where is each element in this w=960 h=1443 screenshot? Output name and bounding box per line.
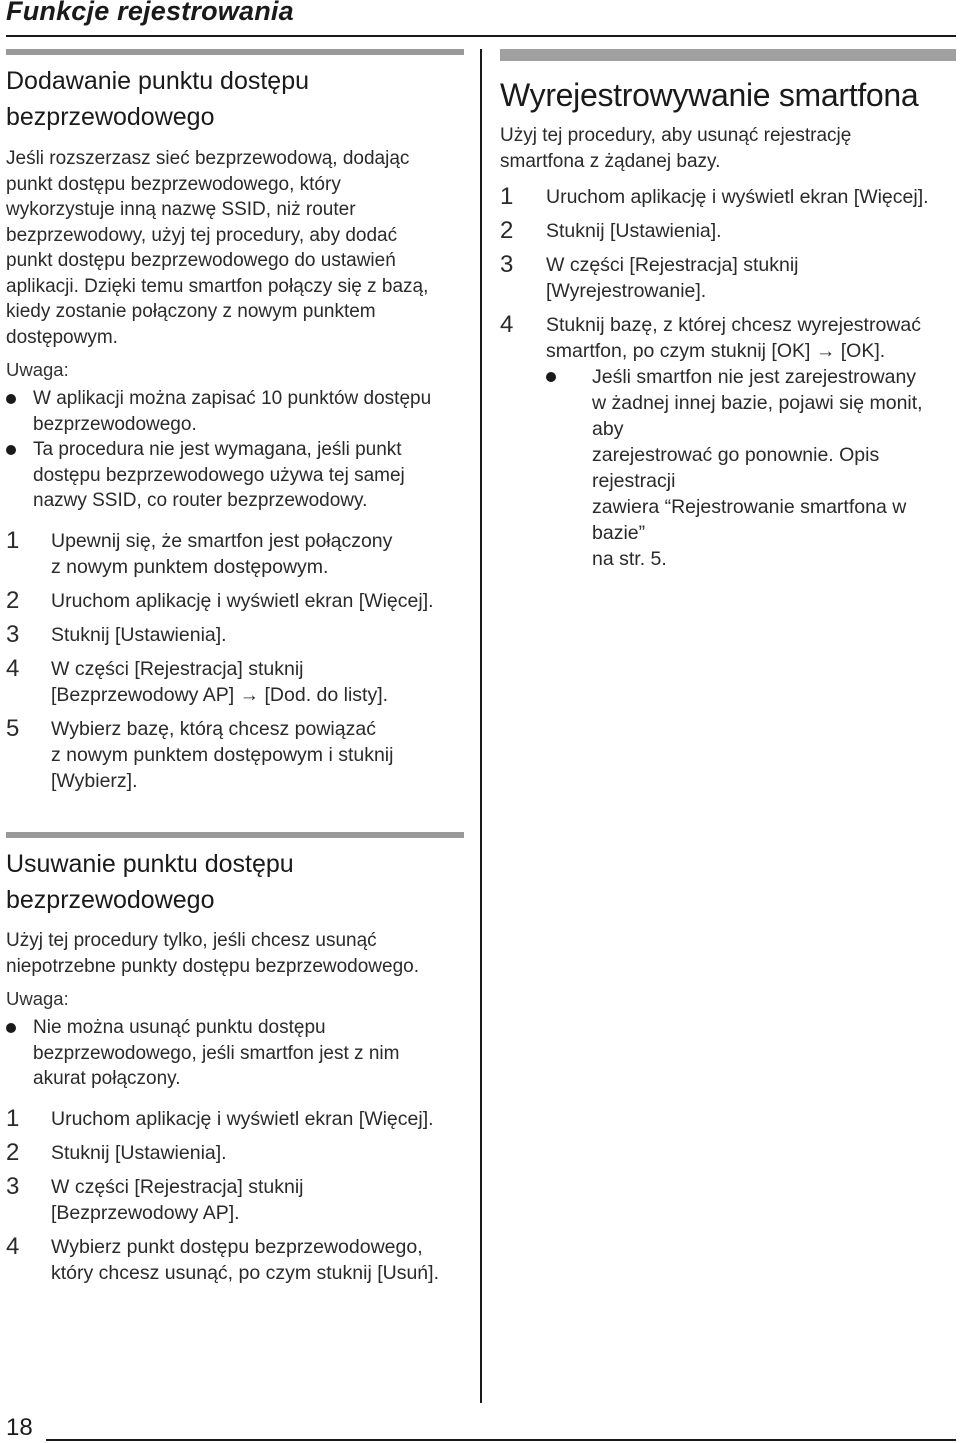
step-number: 2 [500, 217, 514, 244]
section-intro [500, 123, 956, 174]
step-text: Upewnij się, że smartfon jest połączony [51, 529, 393, 552]
section-intro [6, 928, 464, 979]
step-item [6, 1140, 464, 1166]
note-item [6, 386, 464, 437]
intro-line: smartfona z żądanej bazy. [500, 150, 721, 172]
step-text: [Bezprzewodowy AP]. [51, 1201, 240, 1224]
step-text: [Bezprzewodowy AP] → [Dod. do listy]. [51, 683, 389, 706]
step-number: 4 [6, 1232, 20, 1260]
step-text: z nowym punktem dostępowym i stuknij [51, 743, 394, 766]
intro-line: Użyj tej procedury tylko, jeśli chcesz usunąć [6, 930, 377, 951]
note-item [6, 1015, 464, 1092]
bullet-icon [546, 372, 556, 382]
note-line: Jeśli smartfon nie jest zarejestrowany [592, 366, 917, 388]
step-text: Wybierz bazę, którą chcesz powiązać [51, 717, 376, 740]
step-item [6, 1174, 464, 1226]
section-title-line: Usuwanie punktu dostępu [6, 850, 294, 878]
step-number: 1 [500, 183, 514, 210]
note-line: akurat połączony. [33, 1068, 181, 1089]
note-line: Nie można usunąć punktu dostępu [33, 1017, 326, 1038]
step-note-list [546, 364, 956, 572]
step-item [6, 1234, 464, 1286]
step-item [6, 588, 464, 614]
intro-line: Jeśli rozszerzasz sieć bezprzewodową, dodając [6, 148, 410, 169]
section-add-access-point [6, 49, 464, 802]
step-item [6, 528, 464, 580]
section-bar [6, 832, 464, 838]
note-line: bezprzewodowego. [33, 413, 197, 435]
section-deregister-smartphone [500, 49, 956, 580]
step-note-item [546, 364, 956, 572]
step-text: z nowym punktem dostępowym. [51, 555, 329, 578]
step-list [6, 528, 464, 794]
intro-line: Użyj tej procedury, aby usunąć rejestrację [500, 125, 852, 146]
step-text: W części [Rejestracja] stuknij [546, 254, 799, 276]
section-title-line: bezprzewodowego [6, 886, 215, 914]
note-line: Ta procedura nie jest wymagana, jeśli punkt [33, 439, 402, 460]
note-label: Uwaga: [6, 988, 69, 1009]
step-text: Stuknij bazę, z której chcesz wyrejestrować [546, 314, 921, 336]
step-item [500, 252, 956, 304]
section-title-line: Dodawanie punktu dostępu [6, 67, 310, 95]
intro-line: aplikacji. Dzięki temu smartfon połączy się z bazą, [6, 275, 429, 297]
note-list [6, 386, 464, 514]
step-text: Stuknij [Ustawienia]. [51, 1141, 227, 1164]
step-number: 3 [500, 251, 514, 278]
step-text: W części [Rejestracja] stuknij [51, 1175, 304, 1198]
step-number: 2 [6, 586, 20, 614]
header-rule [6, 35, 956, 37]
step-item [6, 622, 464, 648]
bullet-icon [6, 445, 16, 455]
step-item [500, 312, 956, 572]
intro-line: wykorzystuje inną nazwę SSID, niż router [6, 199, 356, 220]
step-text: Wybierz punkt dostępu bezprzewodowego, [51, 1235, 423, 1258]
running-header: Funkcje rejestrowania [6, 0, 294, 26]
step-number: 4 [6, 654, 20, 682]
intro-line: punkt dostępu bezprzewodowego do ustawień [6, 250, 396, 271]
column-divider [480, 49, 482, 1403]
step-text: Uruchom aplikację i wyświetl ekran [Więcej]. [51, 589, 434, 612]
note-line: zarejestrować go ponownie. Opis rejestracji [592, 444, 880, 492]
note-label: Uwaga: [6, 359, 69, 380]
step-text: który chcesz usunąć, po czym stuknij [Usuń]. [51, 1261, 439, 1284]
footer-rule [46, 1439, 956, 1441]
note-line: w żadnej innej bazie, pojawi się monit, aby [592, 392, 923, 440]
section-intro [6, 146, 464, 350]
note-line: na str. 5. [592, 548, 667, 570]
step-list [500, 184, 956, 572]
step-number: 2 [6, 1138, 20, 1166]
step-text: Uruchom aplikację i wyświetl ekran [Więcej]. [51, 1107, 434, 1130]
section-title [6, 846, 464, 918]
step-item [6, 716, 464, 794]
step-number: 3 [6, 1172, 20, 1200]
note-line: nazwy SSID, co router bezprzewodowy. [33, 490, 368, 511]
note-line: dostępu bezprzewodowego używa tej samej [33, 464, 405, 486]
step-number: 1 [6, 526, 20, 554]
section-remove-access-point [6, 832, 464, 1294]
step-item [500, 218, 956, 244]
note-list [6, 1015, 464, 1092]
note-line: zawiera “Rejestrowanie smartfona w bazie” [592, 496, 907, 544]
step-number: 3 [6, 620, 20, 648]
step-text: Stuknij [Ustawienia]. [51, 623, 227, 646]
step-list [6, 1106, 464, 1286]
step-item [6, 656, 464, 708]
bullet-icon [6, 1023, 16, 1033]
step-text: Stuknij [Ustawienia]. [546, 220, 722, 242]
section-title [6, 63, 464, 135]
intro-line: punkt dostępu bezprzewodowego, który [6, 173, 341, 195]
step-number: 4 [500, 311, 514, 338]
intro-line: niepotrzebne punkty dostępu bezprzewodowego. [6, 955, 420, 977]
step-number: 5 [6, 714, 20, 742]
step-text: smartfon, po czym stuknij [OK] → [OK]. [546, 340, 886, 362]
intro-line: bezprzewodowy, użyj tej procedury, aby dodać [6, 224, 398, 246]
section-bar [500, 49, 956, 61]
step-item [6, 1106, 464, 1132]
intro-line: dostępowym. [6, 326, 118, 348]
note-line: W aplikacji można zapisać 10 punktów dostępu [33, 388, 432, 409]
step-text: [Wybierz]. [51, 769, 138, 792]
step-item [500, 184, 956, 210]
page-number: 18 [6, 1414, 33, 1441]
note-item [6, 437, 464, 514]
step-text: Uruchom aplikację i wyświetl ekran [Więcej]. [546, 186, 929, 208]
section-title-line: bezprzewodowego [6, 103, 215, 131]
bullet-icon [6, 394, 16, 404]
note-line: bezprzewodowego, jeśli smartfon jest z nim [33, 1042, 400, 1064]
step-number: 1 [6, 1104, 20, 1132]
section-bar [6, 49, 464, 55]
step-text: [Wyrejestrowanie]. [546, 280, 707, 302]
step-text: W części [Rejestracja] stuknij [51, 657, 304, 680]
section-title: Wyrejestrowywanie smartfona [500, 77, 919, 113]
intro-line: kiedy zostanie połączony z nowym punktem [6, 301, 376, 322]
